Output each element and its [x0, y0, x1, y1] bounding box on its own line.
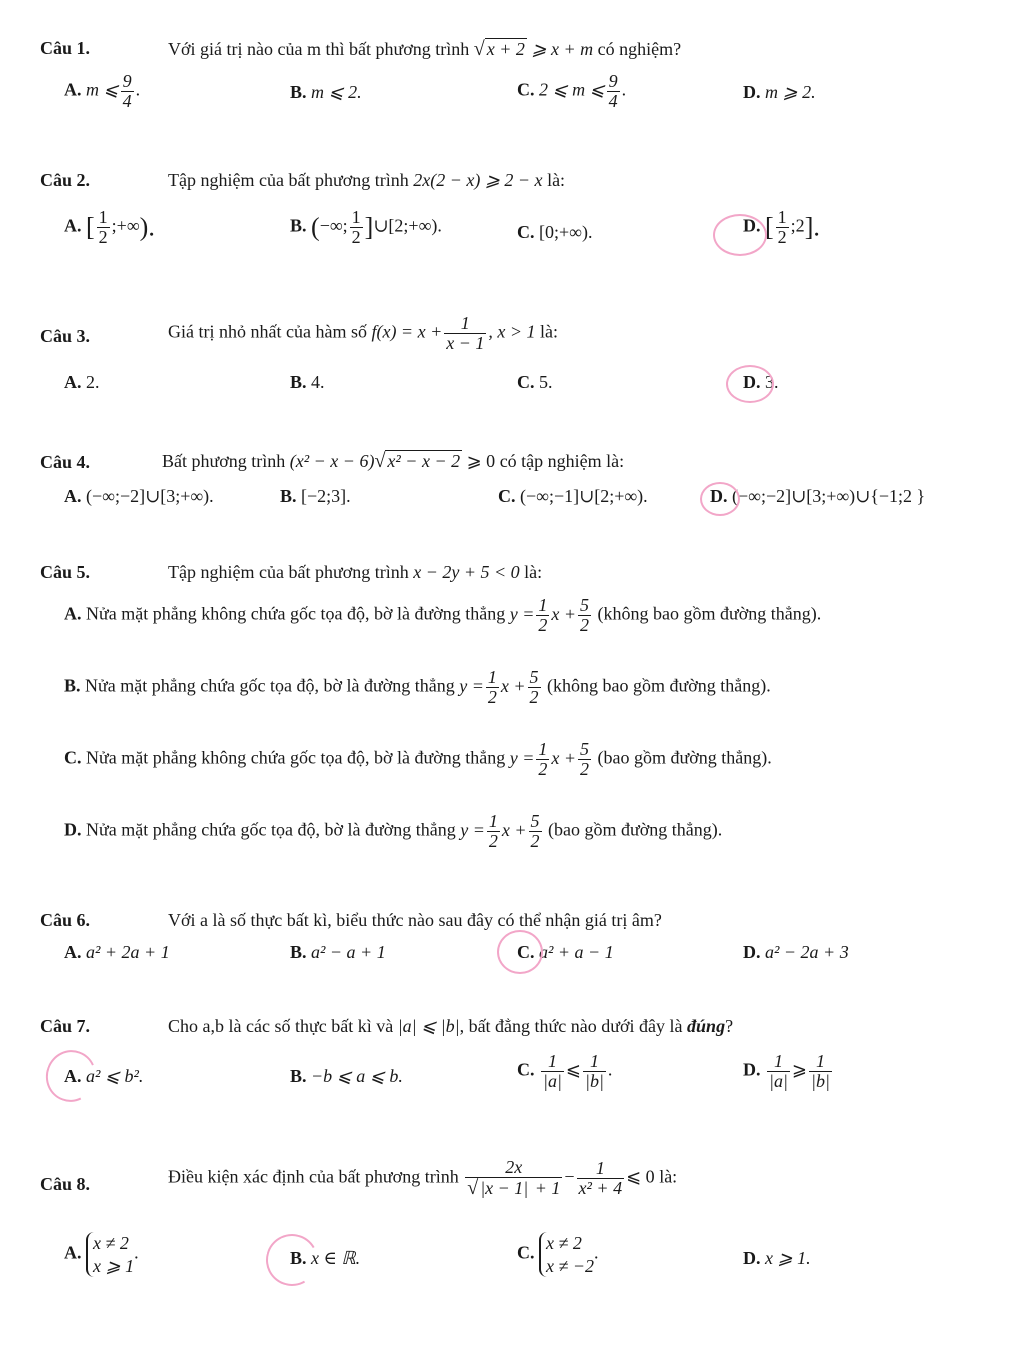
- option-value: 4.: [311, 372, 325, 392]
- question-5-stem: [168, 562, 542, 583]
- option-math: m ⩽ 2.: [311, 82, 362, 102]
- option-math: a² ⩽ b².: [86, 1066, 144, 1086]
- option-letter: C.: [517, 222, 535, 242]
- option-math: 2 ⩽ m ⩽: [539, 79, 605, 100]
- option-text: Nửa mặt phẳng không chứa gốc tọa độ, bờ là đường thẳng: [86, 603, 506, 624]
- q1-option-b[interactable]: [290, 82, 362, 103]
- answer-mark-circle: [39, 1043, 104, 1109]
- stem-text: Tập nghiệm của bất phương trình: [168, 170, 409, 190]
- option-letter: A.: [64, 372, 82, 392]
- stem-math: x − 2y + 5 < 0: [413, 562, 520, 582]
- answer-mark-circle: [497, 930, 543, 974]
- option-letter: A.: [64, 215, 82, 236]
- q3-option-c[interactable]: [517, 372, 553, 393]
- stem-text: Tập nghiệm của bất phương trình: [168, 562, 409, 582]
- option-math: a² + a − 1: [539, 942, 614, 962]
- answer-mark-circle: [700, 482, 740, 516]
- option-letter: B.: [280, 486, 297, 506]
- option-letter: C.: [517, 1059, 535, 1080]
- question-4-stem: Bất phương trình (x² − x − 6)√ x² − x − 2 ⩾ 0 có tập nghiệm là:: [162, 450, 625, 472]
- q2-option-a[interactable]: A. [ $\frac{1}{2}$ ;+∞).: [64, 207, 155, 247]
- q8-option-c[interactable]: C. x ≠ 2 x ≠ −2 .: [517, 1233, 599, 1276]
- option-letter: D.: [743, 1248, 761, 1268]
- question-1-stem: Với giá trị nào của m thì bất phương trình √ x + 2 ⩾ x + m có nghiệm?: [168, 38, 682, 60]
- option-tail: (bao gồm đường thẳng).: [548, 819, 723, 840]
- stem-text: Bất phương trình: [162, 451, 286, 471]
- fraction: $\frac{9}{4}$: [608, 71, 618, 111]
- stem-math: f(x) = x +: [371, 321, 443, 342]
- option-math: x ∈ ℝ.: [311, 1248, 361, 1268]
- q4-option-d[interactable]: [710, 486, 925, 507]
- option-math: m ⩾ 2.: [765, 82, 816, 102]
- question-3-stem: Giá trị nhỏ nhất của hàm số f(x) = x + $\frac{1}{x - 1}$ , x > 1 là:: [168, 313, 558, 353]
- inequality-system: x ≠ 2 x ⩾ 1: [86, 1232, 134, 1277]
- option-letter: B.: [290, 1248, 307, 1268]
- option-tail: (không bao gồm đường thẳng).: [597, 603, 822, 624]
- option-letter: B.: [290, 1066, 307, 1086]
- stem-text: Với giá trị nào của m thì bất phương trình: [168, 39, 470, 59]
- fraction: $\frac{1}{x - 1}$: [446, 313, 485, 353]
- option-letter: A.: [64, 1066, 82, 1086]
- stem-text-end: có nghiệm?: [597, 39, 682, 59]
- option-letter: A.: [64, 486, 82, 506]
- q2-option-c[interactable]: [517, 222, 592, 243]
- inequality-system: x ≠ 2 x ≠ −2: [539, 1232, 594, 1277]
- option-letter: D.: [743, 82, 761, 102]
- question-6-stem: Với a là số thực bất kì, biểu thức nào sau đây có thể nhận giá trị âm?: [168, 910, 662, 930]
- stem-text-mid: , bất đẳng thức nào dưới đây là: [459, 1016, 683, 1036]
- q4-option-b[interactable]: [280, 486, 351, 507]
- q5-option-d[interactable]: [64, 812, 722, 851]
- option-math: [0;+∞).: [539, 222, 593, 242]
- option-text: Nửa mặt phẳng chứa gốc tọa độ, bờ là đường thẳng: [86, 819, 456, 840]
- option-tail: (không bao gồm đường thẳng).: [547, 675, 771, 696]
- q4-option-a[interactable]: [64, 486, 214, 507]
- option-letter: D.: [743, 372, 761, 392]
- option-letter: D.: [743, 215, 761, 236]
- question-8-label: Câu 8.: [40, 1174, 91, 1194]
- option-letter: B.: [290, 942, 307, 962]
- option-letter: A.: [64, 942, 82, 962]
- stem-sqrt: x + 2: [486, 39, 525, 59]
- fraction: $\frac{9}{4}$: [122, 71, 132, 111]
- option-letter: B.: [64, 675, 81, 696]
- option-letter: B.: [290, 82, 307, 102]
- question-4-label: Câu 4.: [40, 452, 91, 472]
- option-letter: C.: [517, 372, 535, 392]
- stem-emphasis: đúng: [687, 1016, 726, 1036]
- option-value: 5.: [539, 372, 553, 392]
- stem-math: |a| ⩽ |b|: [397, 1016, 460, 1036]
- option-math: [−2;3].: [301, 486, 351, 506]
- stem-text-end: là:: [540, 321, 558, 342]
- answer-mark-circle: [713, 214, 767, 256]
- stem-rel: ⩾ x + m: [531, 39, 594, 59]
- fraction: $\frac{1}{2}$: [777, 207, 787, 247]
- option-letter: C.: [517, 79, 535, 100]
- fraction: $\frac{1}{2}$: [351, 207, 361, 247]
- option-math: x ⩾ 1.: [765, 1248, 811, 1268]
- option-math: −b ⩽ a ⩽ b.: [311, 1066, 403, 1086]
- question-7-label: Câu 7.: [40, 1016, 91, 1036]
- option-letter: D.: [64, 819, 82, 840]
- stem-text-end: có tập nghiệm là:: [499, 451, 625, 471]
- q8-option-d[interactable]: [743, 1248, 811, 1269]
- question-3-label: Câu 3.: [40, 326, 91, 346]
- option-math: a² − a + 1: [311, 942, 386, 962]
- option-letter: D.: [743, 1059, 761, 1080]
- q7-option-b[interactable]: [290, 1066, 403, 1087]
- fraction: $\frac{1}{\text{x² + 4}}$: [578, 1158, 623, 1198]
- q2-option-b[interactable]: B. (−∞; $\frac{1}{2}$ ]∪[2;+∞).: [290, 207, 442, 247]
- stem-sqrt: x² − x − 2: [387, 451, 461, 471]
- option-text: Nửa mặt phẳng chứa gốc tọa độ, bờ là đường thẳng: [85, 675, 455, 696]
- question-6-label: Câu 6.: [40, 910, 91, 930]
- option-letter: A.: [64, 1242, 82, 1263]
- q3-option-b[interactable]: [290, 372, 325, 393]
- option-math: a² + 2a + 1: [86, 942, 170, 962]
- option-text: Nửa mặt phẳng không chứa gốc tọa độ, bờ là đường thẳng: [86, 747, 506, 768]
- question-8-stem: Điều kiện xác định của bất phương trình $\frac{2x}{√ |x - 1| + 1}$ − $\frac{1}{\text{x² + 4}}$ ⩽ 0 là:: [168, 1157, 678, 1199]
- option-letter: A.: [64, 603, 82, 624]
- option-value: 2.: [86, 372, 100, 392]
- q7-option-c[interactable]: C. $\frac{1}{|a|}$ ⩽ $\frac{1}{|b|}$ .: [517, 1051, 613, 1091]
- question-2-label: Câu 2.: [40, 170, 91, 190]
- q6-option-d[interactable]: [743, 942, 849, 963]
- line-equation: y = $\frac{1}{2}$ x + $\frac{5}{2}$: [459, 667, 539, 707]
- q6-option-b[interactable]: [290, 942, 386, 963]
- stem-text: Giá trị nhỏ nhất của hàm số: [168, 321, 367, 342]
- stem-math: (x² − x − 6): [289, 451, 375, 471]
- q2-option-d[interactable]: D. [ $\frac{1}{2}$ ;2].: [743, 207, 820, 247]
- q1-option-a[interactable]: A. m ⩽ $\frac{9}{4}$ .: [64, 71, 141, 111]
- stem-text-end: là:: [547, 170, 566, 190]
- option-math: (−∞;−2]∪[3;+∞).: [86, 486, 214, 506]
- fraction: $\frac{2x}{√ |x - 1| + 1}$: [467, 1157, 561, 1199]
- q5-option-a[interactable]: [64, 596, 821, 635]
- option-math: a² − 2a + 3: [765, 942, 849, 962]
- question-2-stem: [168, 170, 565, 191]
- q4-option-c[interactable]: [498, 486, 648, 507]
- option-letter: B.: [290, 215, 307, 236]
- line-equation: y = $\frac{1}{2}$ x + $\frac{5}{2}$: [509, 595, 589, 635]
- option-letter: C.: [498, 486, 516, 506]
- stem-text: Cho a,b là các số thực bất kì và: [168, 1016, 394, 1036]
- option-letter: C.: [64, 747, 82, 768]
- option-math: (−∞;−1]∪[2;+∞).: [520, 486, 648, 506]
- stem-text-end: là:: [659, 1166, 678, 1187]
- option-letter: A.: [64, 79, 82, 100]
- q8-option-a[interactable]: A. x ≠ 2 x ⩾ 1 .: [64, 1233, 139, 1276]
- question-5-label: Câu 5.: [40, 562, 91, 582]
- q6-option-a[interactable]: [64, 942, 170, 963]
- stem-text: Điều kiện xác định của bất phương trình: [168, 1166, 459, 1187]
- question-1-label: Câu 1.: [40, 38, 91, 58]
- option-math: (−∞;−2]∪[3;+∞)∪{−1;2 }: [732, 486, 926, 506]
- option-letter: D.: [743, 942, 761, 962]
- q5-option-b[interactable]: [64, 668, 771, 707]
- option-letter: C.: [517, 1242, 535, 1263]
- q1-option-d[interactable]: [743, 82, 816, 103]
- option-value: 3.: [765, 372, 779, 392]
- option-letter: C.: [517, 942, 535, 962]
- stem-math: 2x(2 − x) ⩾ 2 − x: [413, 170, 543, 190]
- option-letter: B.: [290, 372, 307, 392]
- line-equation: y = $\frac{1}{2}$ x + $\frac{5}{2}$: [460, 811, 540, 851]
- q5-option-c[interactable]: [64, 740, 772, 779]
- line-equation: y = $\frac{1}{2}$ x + $\frac{5}{2}$: [509, 739, 589, 779]
- option-math: m ⩽: [86, 79, 119, 100]
- fraction: $\frac{1}{2}$: [98, 207, 108, 247]
- q7-option-d[interactable]: D. $\frac{1}{|a|}$ ⩾ $\frac{1}{|b|}$: [743, 1051, 830, 1091]
- option-tail: (bao gồm đường thẳng).: [597, 747, 772, 768]
- option-letter: D.: [710, 486, 728, 506]
- question-7-stem: Cho a,b là các số thực bất kì và |a| ⩽ |b|, bất đẳng thức nào dưới đây là đúng?: [168, 1016, 734, 1036]
- q1-option-c[interactable]: C. 2 ⩽ m ⩽ $\frac{9}{4}$ .: [517, 71, 627, 111]
- stem-text-end: là:: [524, 562, 543, 582]
- answer-mark-circle: [260, 1228, 324, 1292]
- answer-mark-circle: [726, 365, 774, 403]
- q3-option-a[interactable]: [64, 372, 100, 393]
